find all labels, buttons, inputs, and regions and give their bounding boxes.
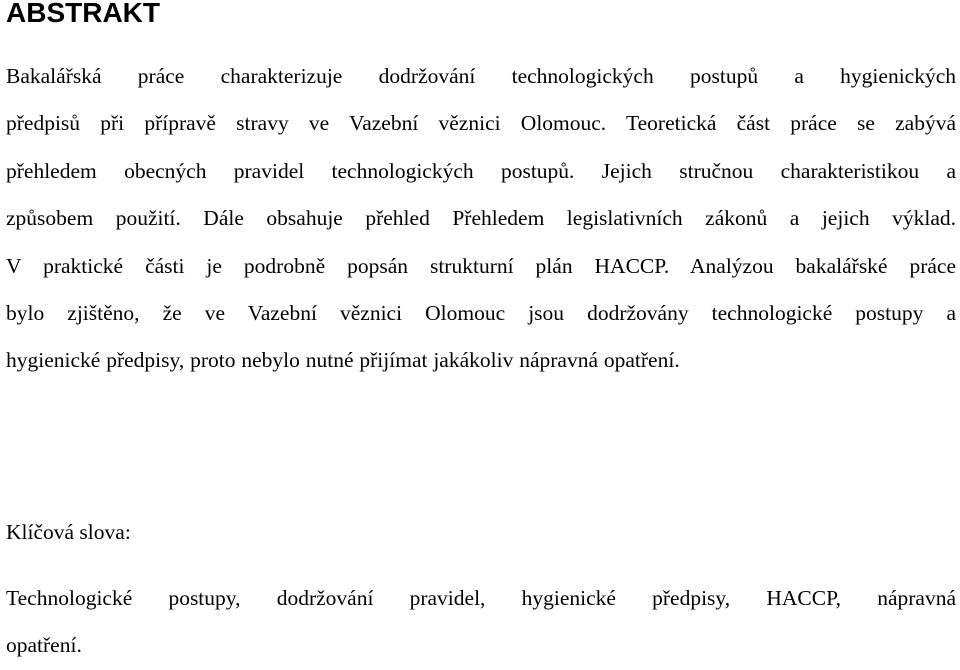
abstract-line: V praktické části je podrobně popsán strukturní plán HACCP. Analýzou bakalářské práce bbox=[6, 253, 956, 278]
abstract-line: hygienické předpisy, proto nebylo nutné přijímat jakákoliv nápravná opatření. bbox=[6, 348, 680, 373]
keywords-line: opatření. bbox=[6, 633, 82, 658]
abstract-heading: ABSTRAKT bbox=[6, 0, 160, 28]
abstract-line: Bakalářská práce charakterizuje dodržování technologických postupů a hygienických bbox=[6, 64, 956, 88]
abstract-line: bylo zjištěno, že ve Vazební věznici Olomouc jsou dodržovány technologické postupy a bbox=[6, 300, 956, 325]
abstract-line: přehledem obecných pravidel technologických postupů. Jejich stručnou charakteristikou a bbox=[6, 158, 956, 183]
keywords-paragraph bbox=[6, 575, 956, 670]
abstract-line: předpisů při přípravě stravy ve Vazební věznici Olomouc. Teoretická část práce se zabývá bbox=[6, 111, 956, 136]
abstract-line: způsobem použití. Dále obsahuje přehled Přehledem legislativních zákonů a jejich výklad. bbox=[6, 206, 956, 231]
keywords-line: Technologické postupy, dodržování pravidel, hygienické předpisy, HACCP, nápravná bbox=[6, 586, 956, 610]
keywords-label: Klíčová slova: bbox=[6, 520, 131, 544]
abstract-paragraph bbox=[6, 53, 956, 385]
